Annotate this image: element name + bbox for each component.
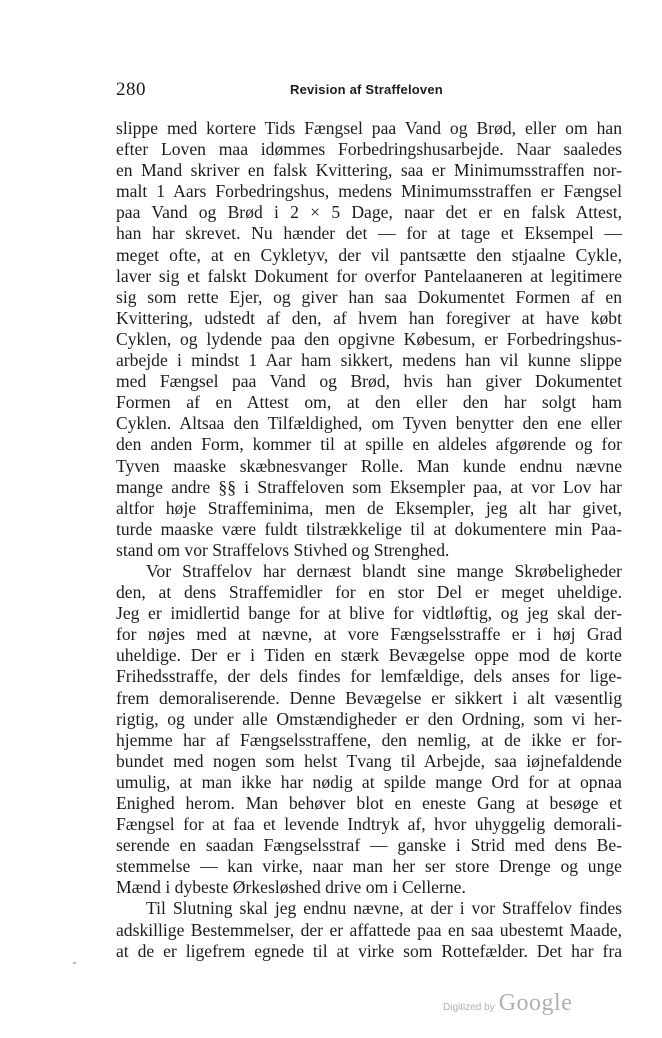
paragraph: [116, 898, 622, 961]
text-line: arbejde i mindst 1 Aar ham sikkert, medens han vil kunne slippe: [116, 350, 622, 371]
google-logo: Google: [498, 990, 573, 1016]
text-line: Jeg er imidlertid bange for at blive for vidtløftig, og jeg skal der-: [116, 603, 622, 624]
text-line: uheldige. Der er i Tiden en stærk Bevægelse oppe mod de korte: [116, 645, 622, 666]
text-line: Enighed herom. Man behøver blot en eneste Gang at besøge et: [116, 793, 622, 813]
text-line: Vor Straffelov har dernæst blandt sine mange Skrøbeligheder: [146, 560, 622, 581]
text-line: laver sig et falskt Dokument for overfor Pantelaaneren at legitimere: [116, 265, 622, 286]
text-line: stand om vor Straffelovs Stivhed og Strenghed.: [116, 539, 450, 560]
text-line: rigtig, og under alle Omstændigheder er den Ordning, som vi her-: [116, 708, 622, 729]
text-line: for nøjes med at nævne, at vore Fængselsstraffe er i høj Grad: [116, 624, 622, 645]
paragraph: [116, 561, 622, 899]
text-line: at de er ligefrem egnede til at virke som Rottefælder. Det har fra: [116, 940, 622, 961]
text-line: stemmelse — kan virke, naar man her ser store Drenge og unge: [116, 856, 622, 877]
text-line: serende en saadan Fængselsstraf — ganske i Strid med dens Be-: [116, 835, 622, 856]
text-line: slippe med kortere Tids Fængsel paa Vand og Brød, eller om han: [116, 118, 622, 138]
text-line: meget ofte, at en Cykletyv, der vil pantsætte den stjaalne Cykle,: [116, 244, 622, 265]
text-line: den anden Form, kommer til at spille en aldeles afgørende og for: [116, 434, 622, 455]
body-text: [116, 118, 622, 962]
text-line: sig som rette Ejer, og giver han saa Dokumentet Formen af en: [116, 286, 622, 307]
text-line: turde maaske være fuldt tilstrækkelige til at dokumentere min Paa-: [116, 518, 622, 539]
text-line: Formen af en Attest om, at den eller den har solgt ham: [116, 392, 622, 413]
text-line: bundet med nogen som helst Tvang til Arbejde, saa iøjnefaldende: [116, 750, 622, 771]
text-line: med Fængsel paa Vand og Brød, hvis han giver Dokumentet: [116, 371, 622, 392]
text-line: hjemme har af Fængselsstraffene, den nemlig, at de ikke er for-: [116, 729, 622, 750]
text-line: Mænd i dybeste Ørkesløshed drive om i Cellerne.: [116, 877, 466, 898]
text-line: han har skrevet. Nu hænder det — for at tage et Eksempel —: [116, 223, 622, 244]
text-line: Kvittering, udstedt af den, af hvem han foregiver at have købt: [116, 307, 622, 328]
text-line: malt 1 Aars Forbedringshus, medens Minimumsstraffen er Fængsel: [116, 181, 622, 202]
text-line: frem demoraliserende. Denne Bevægelse er sikkert i alt væsentlig: [116, 687, 622, 708]
digitized-by-watermark: [443, 990, 572, 1017]
text-line: Fængsel for at faa et levende Indtryk af, hvor uhyggelig demorali-: [116, 814, 622, 835]
running-title: Revision af Straffeloven: [290, 82, 443, 97]
text-line: umulig, at man ikke har nødig at spilde mange Ord for at opnaa: [116, 771, 622, 792]
text-line: altfor høje Straffeminima, men de Eksempler, jeg alt har givet,: [116, 497, 622, 518]
text-line: efter Loven maa idømmes Forbedringshusarbejde. Naar saaledes: [116, 139, 622, 160]
text-line: paa Vand og Brød i 2 × 5 Dage, naar det er en falsk Attest,: [116, 202, 622, 223]
digitized-by-label: Digitized by: [443, 1002, 495, 1013]
text-line: Cyklen, og lydende paa den opgivne Købesum, er Forbedringshus-: [116, 328, 622, 349]
text-line: Frihedsstraffe, der dels findes for lemfældige, dels anses for lige-: [116, 666, 622, 687]
text-line: en Mand skriver en falsk Kvittering, saa er Minimumsstraffen nor-: [116, 160, 622, 181]
page-number: 280: [116, 79, 146, 100]
scan-speck: [73, 962, 76, 964]
text-line: Til Slutning skal jeg endnu nævne, at der i vor Straffelov findes: [146, 898, 622, 919]
text-line: mange andre §§ i Straffeloven som Eksempler paa, at vor Lov har: [116, 476, 622, 497]
text-line: adskillige Bestemmelser, der er affattede paa en saa ubestemt Maade,: [116, 919, 622, 940]
text-line: den, at dens Straffemidler for en stor Del er meget uheldige.: [116, 582, 622, 603]
text-line: Tyven maaske skæbnesvanger Rolle. Man kunde endnu nævne: [116, 455, 622, 476]
text-line: Cyklen. Altsaa den Tilfældighed, om Tyven benytter den ene eller: [116, 413, 622, 434]
paragraph: [116, 118, 622, 561]
